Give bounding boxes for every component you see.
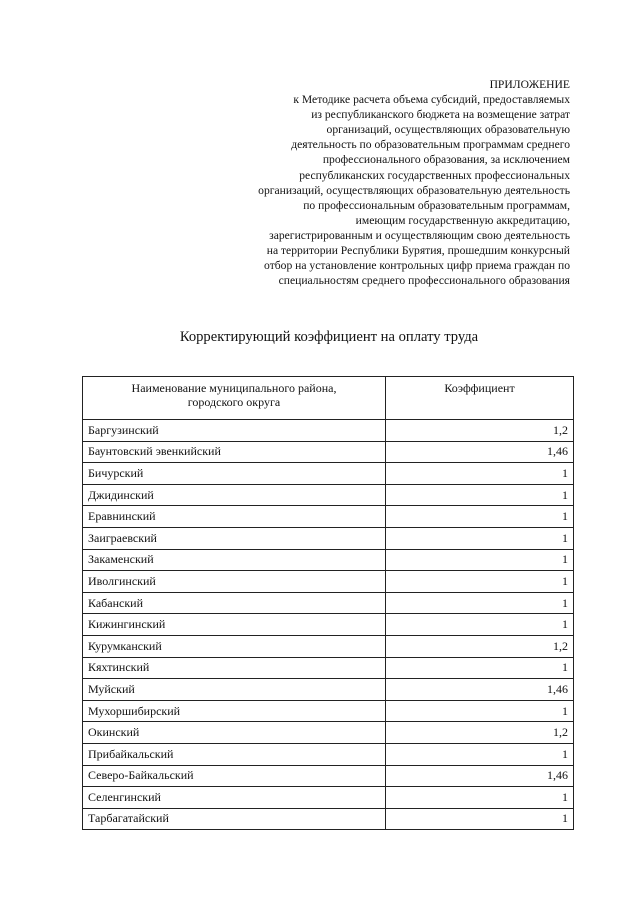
- table-row: [83, 592, 574, 614]
- table-row: [83, 441, 574, 463]
- table-row: [83, 722, 574, 744]
- table-row: [83, 635, 574, 657]
- district-name: Кабанский: [83, 592, 386, 614]
- district-name: Курумканский: [83, 635, 386, 657]
- table-row: [83, 743, 574, 765]
- appendix-line: из республиканского бюджета на возмещение затрат: [311, 108, 570, 122]
- district-name: Заиграевский: [83, 527, 386, 549]
- appendix-line: имеющим государственную аккредитацию,: [355, 213, 570, 227]
- district-name: Селенгинский: [83, 787, 386, 809]
- coefficient-value: 1: [386, 614, 574, 636]
- coefficient-value: 1: [386, 743, 574, 765]
- table-row: [83, 787, 574, 809]
- coefficient-value: 1: [386, 657, 574, 679]
- district-name: Баргузинский: [83, 420, 386, 442]
- coefficient-value: 1,46: [386, 679, 574, 701]
- appendix-line: республиканских государственных профессиональных: [299, 168, 570, 182]
- coefficient-value: 1: [386, 484, 574, 506]
- district-name: Баунтовский эвенкийский: [83, 441, 386, 463]
- table-row: [83, 463, 574, 485]
- table-row: [83, 614, 574, 636]
- table-body: [83, 420, 574, 830]
- district-name: Джидинский: [83, 484, 386, 506]
- table-row: [83, 765, 574, 787]
- table-row: [83, 571, 574, 593]
- table-row: [83, 808, 574, 830]
- coefficient-value: 1,2: [386, 722, 574, 744]
- district-name: Тарбагатайский: [83, 808, 386, 830]
- coefficient-value: 1: [386, 463, 574, 485]
- appendix-line: отбор на установление контрольных цифр приема граждан по: [264, 259, 570, 273]
- coefficient-table: [82, 376, 574, 830]
- district-name: Еравнинский: [83, 506, 386, 528]
- coefficient-value: 1: [386, 549, 574, 571]
- coefficient-value: 1: [386, 571, 574, 593]
- table-row: [83, 527, 574, 549]
- district-name: Иволгинский: [83, 571, 386, 593]
- coefficient-value: 1: [386, 592, 574, 614]
- coefficient-value: 1: [386, 506, 574, 528]
- district-name: Прибайкальский: [83, 743, 386, 765]
- appendix-line: специальностям среднего профессионального образования: [278, 274, 570, 288]
- coefficient-value: 1,2: [386, 635, 574, 657]
- appendix-line: к Методике расчета объема субсидий, предоставляемых: [293, 93, 570, 107]
- appendix-line: деятельность по образовательным программам среднего: [291, 138, 570, 152]
- table-row: [83, 679, 574, 701]
- district-name: Кяхтинский: [83, 657, 386, 679]
- appendix-line: профессионального образования, за исключением: [322, 153, 570, 167]
- appendix-line: зарегистрированным и осуществляющим свою деятельность: [269, 228, 570, 242]
- table-header-row: [83, 377, 574, 420]
- appendix-line: организаций, осуществляющих образовательную деятельность: [258, 183, 570, 197]
- coefficient-value: 1,46: [386, 765, 574, 787]
- table-row: [83, 420, 574, 442]
- column-header-coefficient: Коэффициент: [386, 377, 574, 420]
- district-name: Бичурский: [83, 463, 386, 485]
- district-name: Окинский: [83, 722, 386, 744]
- district-name: Северо-Байкальский: [83, 765, 386, 787]
- coefficient-value: 1: [386, 700, 574, 722]
- coefficient-value: 1: [386, 808, 574, 830]
- coefficient-value: 1,46: [386, 441, 574, 463]
- appendix-header: [210, 77, 570, 288]
- coefficient-value: 1: [386, 527, 574, 549]
- district-name: Мухоршибирский: [83, 700, 386, 722]
- appendix-line: ПРИЛОЖЕНИЕ: [489, 78, 570, 91]
- district-name: Муйский: [83, 679, 386, 701]
- table-row: [83, 506, 574, 528]
- coefficient-value: 1: [386, 787, 574, 809]
- appendix-line: на территории Республики Бурятия, прошедшим конкурсный: [266, 244, 570, 258]
- table-row: [83, 549, 574, 571]
- document-title: Корректирующий коэффициент на оплату труда: [179, 329, 479, 345]
- appendix-line: организаций, осуществляющих образовательную: [326, 123, 570, 137]
- column-header-name: Наименование муниципального района, городского округа: [83, 377, 386, 420]
- table-row: [83, 484, 574, 506]
- district-name: Закаменский: [83, 549, 386, 571]
- appendix-line: по профессиональным образовательным программам,: [303, 198, 570, 212]
- coefficient-value: 1,2: [386, 420, 574, 442]
- district-name: Кижингинский: [83, 614, 386, 636]
- table-row: [83, 657, 574, 679]
- table-row: [83, 700, 574, 722]
